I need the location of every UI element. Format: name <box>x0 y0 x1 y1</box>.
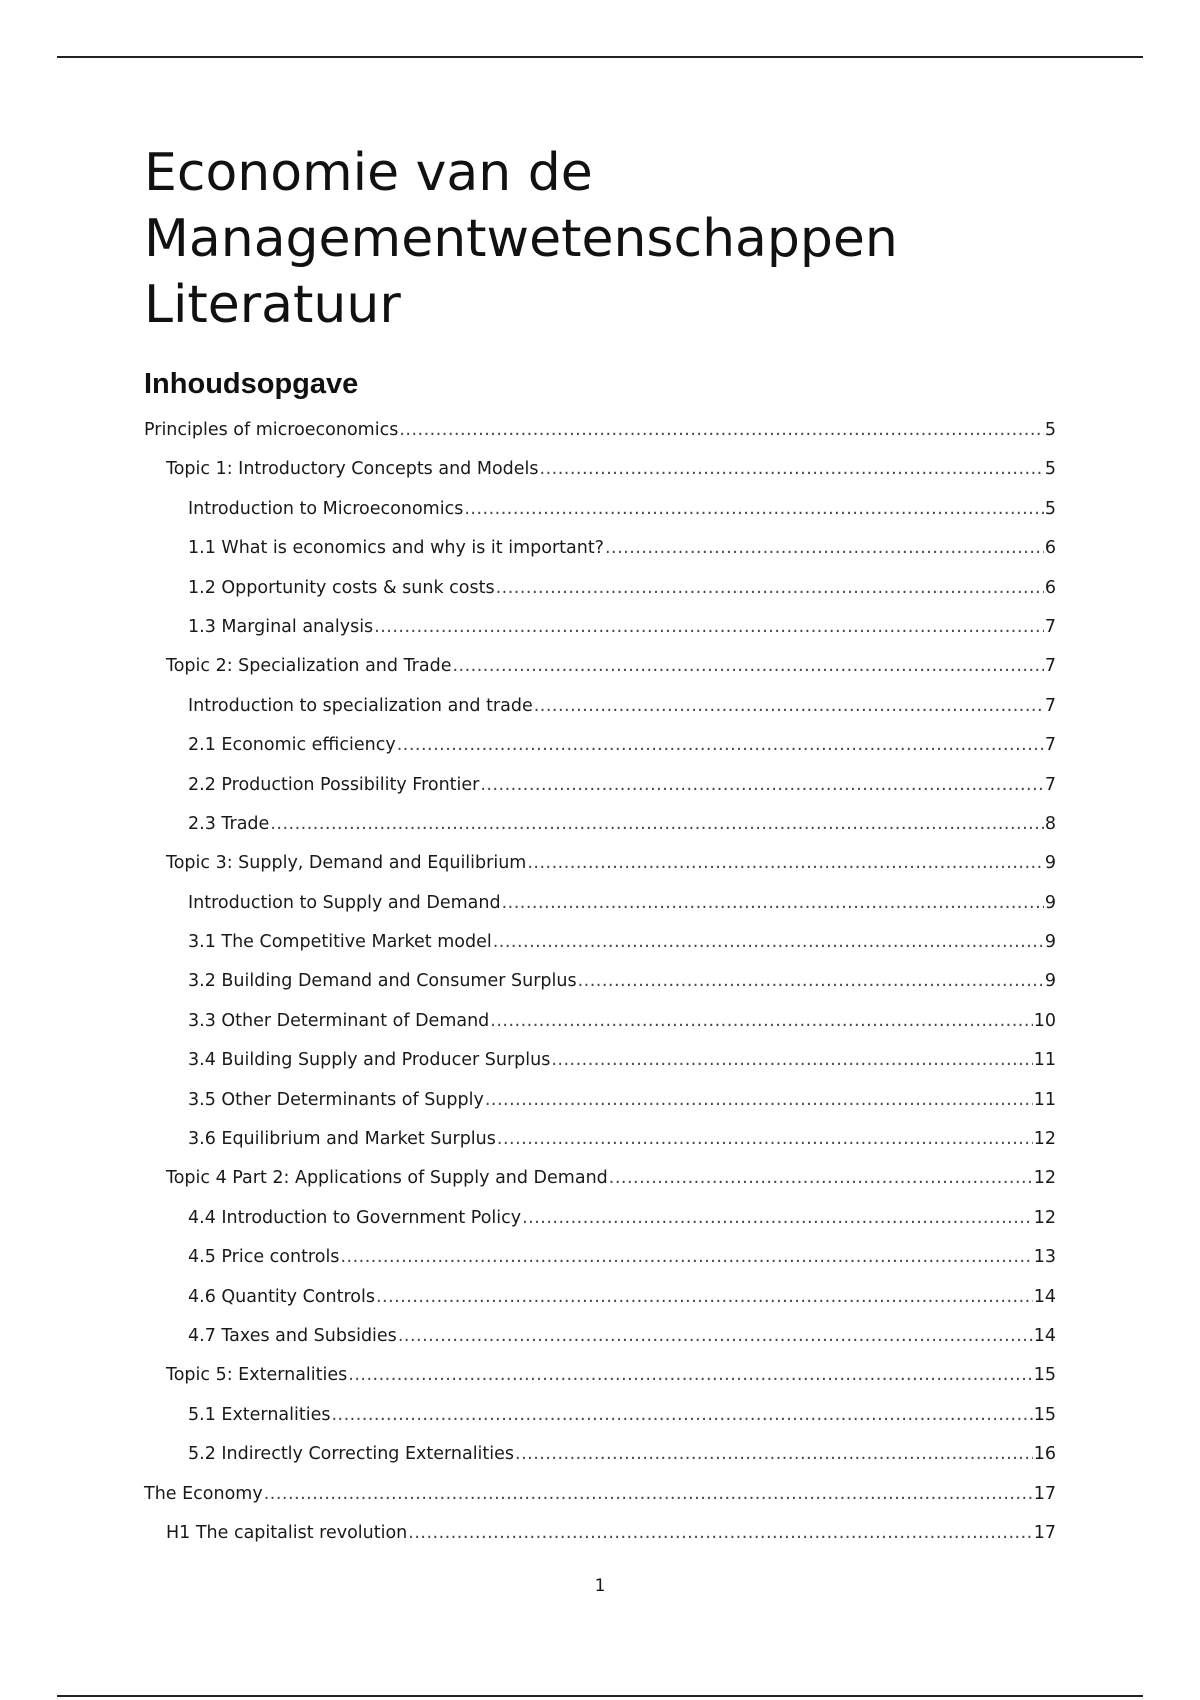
toc-entry-label: 3.3 Other Determinant of Demand <box>188 1010 490 1031</box>
toc-entry-page: 5 <box>1044 420 1056 440</box>
toc-entry[interactable] <box>144 805 1056 844</box>
toc-entry-label: Introduction to specialization and trade <box>188 695 533 716</box>
toc-dot-leader <box>399 411 1044 450</box>
toc-dot-leader <box>485 1081 1033 1120</box>
toc-dot-leader <box>527 844 1044 883</box>
toc-dot-leader <box>270 805 1044 844</box>
toc-entry-page: 9 <box>1044 892 1056 913</box>
toc-entry-page: 15 <box>1033 1365 1056 1386</box>
toc-entry-label: 3.2 Building Demand and Consumer Surplus <box>188 971 577 992</box>
toc-entry-label: 3.1 The Competitive Market model <box>188 932 492 953</box>
document-title-line: Economie van de <box>144 143 593 203</box>
toc-entry[interactable] <box>144 608 1056 647</box>
toc-entry-page: 7 <box>1044 735 1056 756</box>
toc-entry-label: Introduction to Microeconomics <box>188 498 464 519</box>
toc-entry-label: Topic 3: Supply, Demand and Equilibrium <box>166 853 527 874</box>
toc-entry[interactable] <box>144 1159 1056 1198</box>
toc-entry[interactable] <box>144 1002 1056 1041</box>
toc-entry-label: 3.5 Other Determinants of Supply <box>188 1089 484 1110</box>
toc-entry[interactable] <box>144 1238 1056 1277</box>
toc-entry[interactable] <box>144 726 1056 765</box>
toc-entry-label: 2.2 Production Possibility Frontier <box>188 774 480 795</box>
toc-entry-label: 5.2 Indirectly Correcting Externalities <box>188 1444 515 1465</box>
toc-entry[interactable] <box>144 647 1056 686</box>
toc-entry-label: 2.3 Trade <box>188 813 270 834</box>
toc-dot-leader <box>522 1199 1033 1238</box>
toc-entry-label: H1 The capitalist revolution <box>166 1522 408 1543</box>
toc-dot-leader <box>264 1475 1033 1514</box>
toc-entry-label: Topic 1: Introductory Concepts and Models <box>166 459 539 480</box>
toc-entry[interactable] <box>144 1081 1056 1120</box>
toc-dot-leader <box>408 1514 1032 1553</box>
toc-entry-page: 17 <box>1033 1483 1056 1504</box>
toc-entry-page: 10 <box>1033 1010 1056 1031</box>
toc-entry-label: Principles of microeconomics <box>144 420 399 440</box>
toc-entry-label: 4.7 Taxes and Subsidies <box>188 1325 397 1346</box>
toc-dot-leader <box>496 569 1044 608</box>
toc-entry[interactable] <box>144 490 1056 529</box>
toc-entry-label: Topic 5: Externalities <box>166 1365 348 1386</box>
toc-entry-page: 6 <box>1044 577 1056 598</box>
toc-entry[interactable] <box>144 1396 1056 1435</box>
toc-dot-leader <box>551 1041 1032 1080</box>
toc-entry[interactable] <box>144 411 1056 450</box>
toc-dot-leader <box>534 687 1044 726</box>
toc-entry-page: 11 <box>1033 1050 1056 1071</box>
toc-entry[interactable] <box>144 450 1056 489</box>
toc-entry-label: Topic 4 Part 2: Applications of Supply and Demand <box>166 1168 608 1189</box>
toc-entry[interactable] <box>144 687 1056 726</box>
toc-dot-leader <box>497 1120 1033 1159</box>
toc-dot-leader <box>397 726 1044 765</box>
toc-entry-label: 1.3 Marginal analysis <box>188 616 374 637</box>
document-title-line: Literatuur <box>144 275 401 335</box>
page-number: 1 <box>594 1576 606 1596</box>
toc-entry-page: 7 <box>1044 656 1056 677</box>
toc-dot-leader <box>493 923 1044 962</box>
header-rule <box>57 56 1143 58</box>
toc-entry-page: 8 <box>1044 813 1056 834</box>
toc-entry-page: 12 <box>1033 1207 1056 1228</box>
toc-entry[interactable] <box>144 1317 1056 1356</box>
toc-entry[interactable] <box>144 884 1056 923</box>
toc-entry[interactable] <box>144 766 1056 805</box>
toc-entry-page: 12 <box>1033 1129 1056 1150</box>
toc-dot-leader <box>609 1159 1033 1198</box>
footer-rule <box>57 1695 1143 1697</box>
toc-dot-leader <box>331 1396 1032 1435</box>
toc-entry[interactable] <box>144 1120 1056 1159</box>
toc-entry-label: Topic 2: Specialization and Trade <box>166 656 452 677</box>
toc-entry[interactable] <box>144 1356 1056 1395</box>
toc-dot-leader <box>540 450 1044 489</box>
toc-entry-page: 16 <box>1033 1444 1056 1465</box>
toc-entry-page: 15 <box>1033 1404 1056 1425</box>
toc-entry-label: 4.6 Quantity Controls <box>188 1286 375 1307</box>
toc-heading: Inhoudsopgave <box>144 368 359 400</box>
toc-entry-label: 4.4 Introduction to Government Policy <box>188 1207 522 1228</box>
toc-entry-page: 9 <box>1044 971 1056 992</box>
toc-entry[interactable] <box>144 569 1056 608</box>
toc-entry-page: 7 <box>1044 774 1056 795</box>
toc-entry-page: 11 <box>1033 1089 1056 1110</box>
toc-dot-leader <box>490 1002 1032 1041</box>
toc-entry[interactable] <box>144 962 1056 1001</box>
toc-entry-page: 14 <box>1033 1325 1056 1346</box>
toc-entry-label: 2.1 Economic efficiency <box>188 735 396 756</box>
toc-dot-leader <box>374 608 1044 647</box>
toc-entry-label: 3.4 Building Supply and Producer Surplus <box>188 1050 551 1071</box>
toc-dot-leader <box>464 490 1044 529</box>
toc-dot-leader <box>605 529 1044 568</box>
toc-entry-page: 14 <box>1033 1286 1056 1307</box>
toc-dot-leader <box>480 766 1044 805</box>
toc-entry-page: 5 <box>1044 498 1056 519</box>
toc-entry-label: 1.2 Opportunity costs & sunk costs <box>188 577 495 598</box>
toc-dot-leader <box>398 1317 1033 1356</box>
document-title-line: Managementwetenschappen <box>144 209 898 269</box>
toc-entry-label: 4.5 Price controls <box>188 1247 340 1268</box>
toc-entry-page: 17 <box>1033 1522 1056 1543</box>
toc-entry-page: 9 <box>1044 932 1056 953</box>
toc-entry[interactable] <box>144 529 1056 568</box>
toc-entry-label: 3.6 Equilibrium and Market Surplus <box>188 1129 496 1150</box>
toc-entry-page: 6 <box>1044 538 1056 559</box>
toc-entry[interactable] <box>144 1435 1056 1474</box>
toc-entry[interactable] <box>144 1514 1056 1553</box>
document-title <box>144 140 1104 338</box>
toc-dot-leader <box>340 1238 1032 1277</box>
toc-entry[interactable] <box>144 1199 1056 1238</box>
toc-entry-page: 13 <box>1033 1247 1056 1268</box>
toc-entry[interactable] <box>144 1041 1056 1080</box>
toc-dot-leader <box>348 1356 1032 1395</box>
toc-entry-label: 1.1 What is economics and why is it important? <box>188 538 604 559</box>
toc-entry-page: 12 <box>1033 1168 1056 1189</box>
toc-entry-label: Introduction to Supply and Demand <box>188 892 501 913</box>
toc-entry[interactable] <box>144 1278 1056 1317</box>
toc-entry[interactable] <box>144 844 1056 883</box>
toc-entry-label: The Economy <box>144 1483 263 1504</box>
toc-entry[interactable] <box>144 1475 1056 1514</box>
toc-dot-leader <box>515 1435 1033 1474</box>
toc-entry-page: 9 <box>1044 853 1056 874</box>
toc-entry-page: 5 <box>1044 459 1056 480</box>
toc-dot-leader <box>376 1278 1033 1317</box>
toc-entry[interactable] <box>144 923 1056 962</box>
toc-dot-leader <box>578 962 1044 1001</box>
toc-entry-page: 7 <box>1044 695 1056 716</box>
toc-entry-page: 7 <box>1044 616 1056 637</box>
toc-dot-leader <box>502 884 1044 923</box>
table-of-contents <box>144 411 1056 1553</box>
toc-dot-leader <box>452 647 1043 686</box>
toc-entry-label: 5.1 Externalities <box>188 1404 331 1425</box>
